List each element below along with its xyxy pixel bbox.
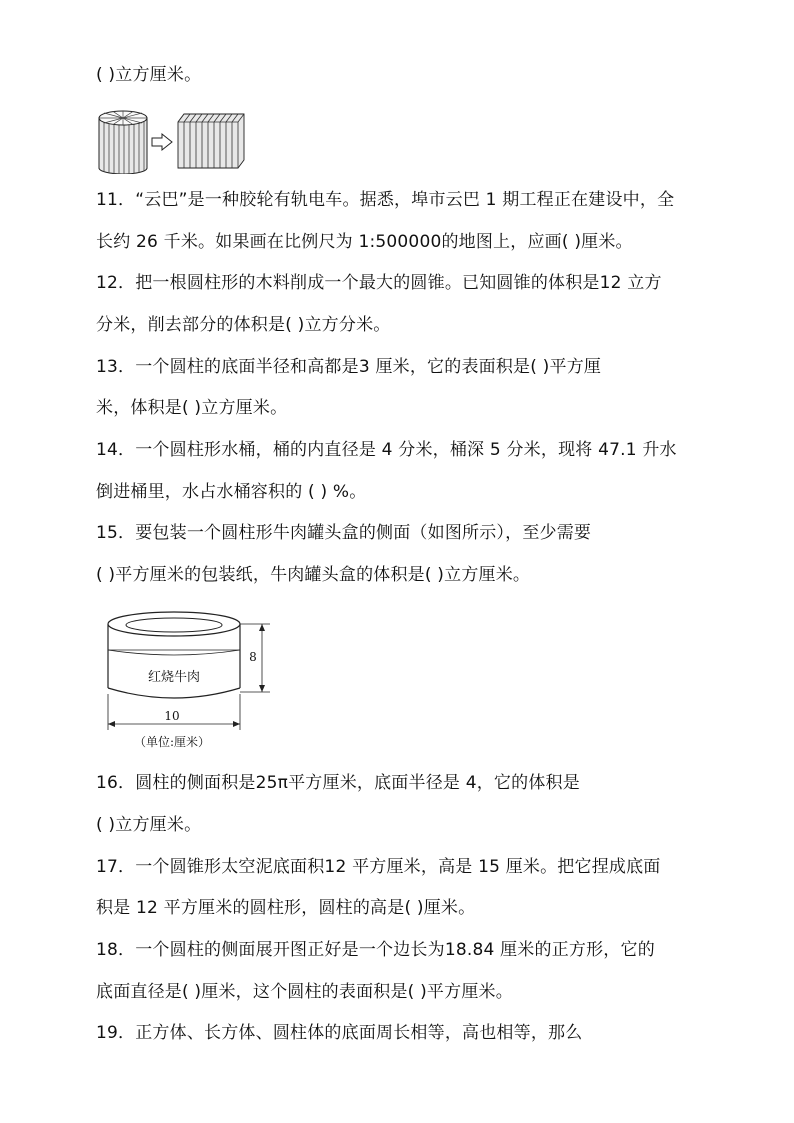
beef-can-figure [100,604,275,754]
question-15-line-1: 15．要包装一个圆柱形牛肉罐头盒的侧面（如图所示），至少需要 [96,523,592,543]
question-19-line-1: 19．正方体、长方体、圆柱体的底面周长相等，高也相等，那么 [96,1023,583,1043]
question-12-line-2: 分米，削去部分的体积是( )立方分米。 [96,315,391,335]
question-13-line-2: 米，体积是( )立方厘米。 [96,398,288,418]
text-line-1: ( )立方厘米。 [96,65,202,85]
question-12-line-1: 12．把一根圆柱形的木料削成一个最大的圆锥。已知圆锥的体积是12 立方 [96,273,662,293]
question-13-line-1: 13．一个圆柱的底面半径和高都是3 厘米，它的表面积是( )平方厘 [96,357,602,377]
height-label: 8 [249,650,257,664]
can-label: 红烧牛肉 [147,670,201,685]
question-16-line-2: ( )立方厘米。 [96,815,202,835]
question-16-line-1: 16．圆柱的侧面积是25π平方厘米，底面半径是 4，它的体积是 [96,773,580,793]
question-17-line-2: 积是 12 平方厘米的圆柱形，圆柱的高是( )厘米。 [96,898,476,918]
question-11-line-2: 长约 26 千米。如果画在比例尺为 1:500000的地图上，应画( )厘米。 [96,232,633,252]
cylinder-slicing-figure [96,108,248,174]
question-18-line-2: 底面直径是( )厘米，这个圆柱的表面积是( )平方厘米。 [96,982,513,1002]
question-15-line-2: ( )平方厘米的包装纸，牛肉罐头盒的体积是( )立方厘米。 [96,565,531,585]
unit-label: （单位:厘米） [133,735,211,749]
question-14-line-1: 14．一个圆柱形水桶，桶的内直径是 4 分米，桶深 5 分米，现将 47.1 升水 [96,440,677,460]
question-14-line-2: 倒进桶里，水占水桶容积的 ( ) %。 [96,482,367,502]
question-11-line-1: 11．“云巴”是一种胶轮有轨电车。据悉，埠市云巴 1 期工程正在建设中，全 [96,190,675,210]
question-18-line-1: 18．一个圆柱的侧面展开图正好是一个边长为18.84 厘米的正方形，它的 [96,940,655,960]
beef-can-svg [100,604,275,754]
width-label: 10 [164,709,180,723]
question-17-line-1: 17．一个圆锥形太空泥底面积12 平方厘米，高是 15 厘米。把它捏成底面 [96,857,661,877]
cylinder-slicing-svg [96,108,248,174]
